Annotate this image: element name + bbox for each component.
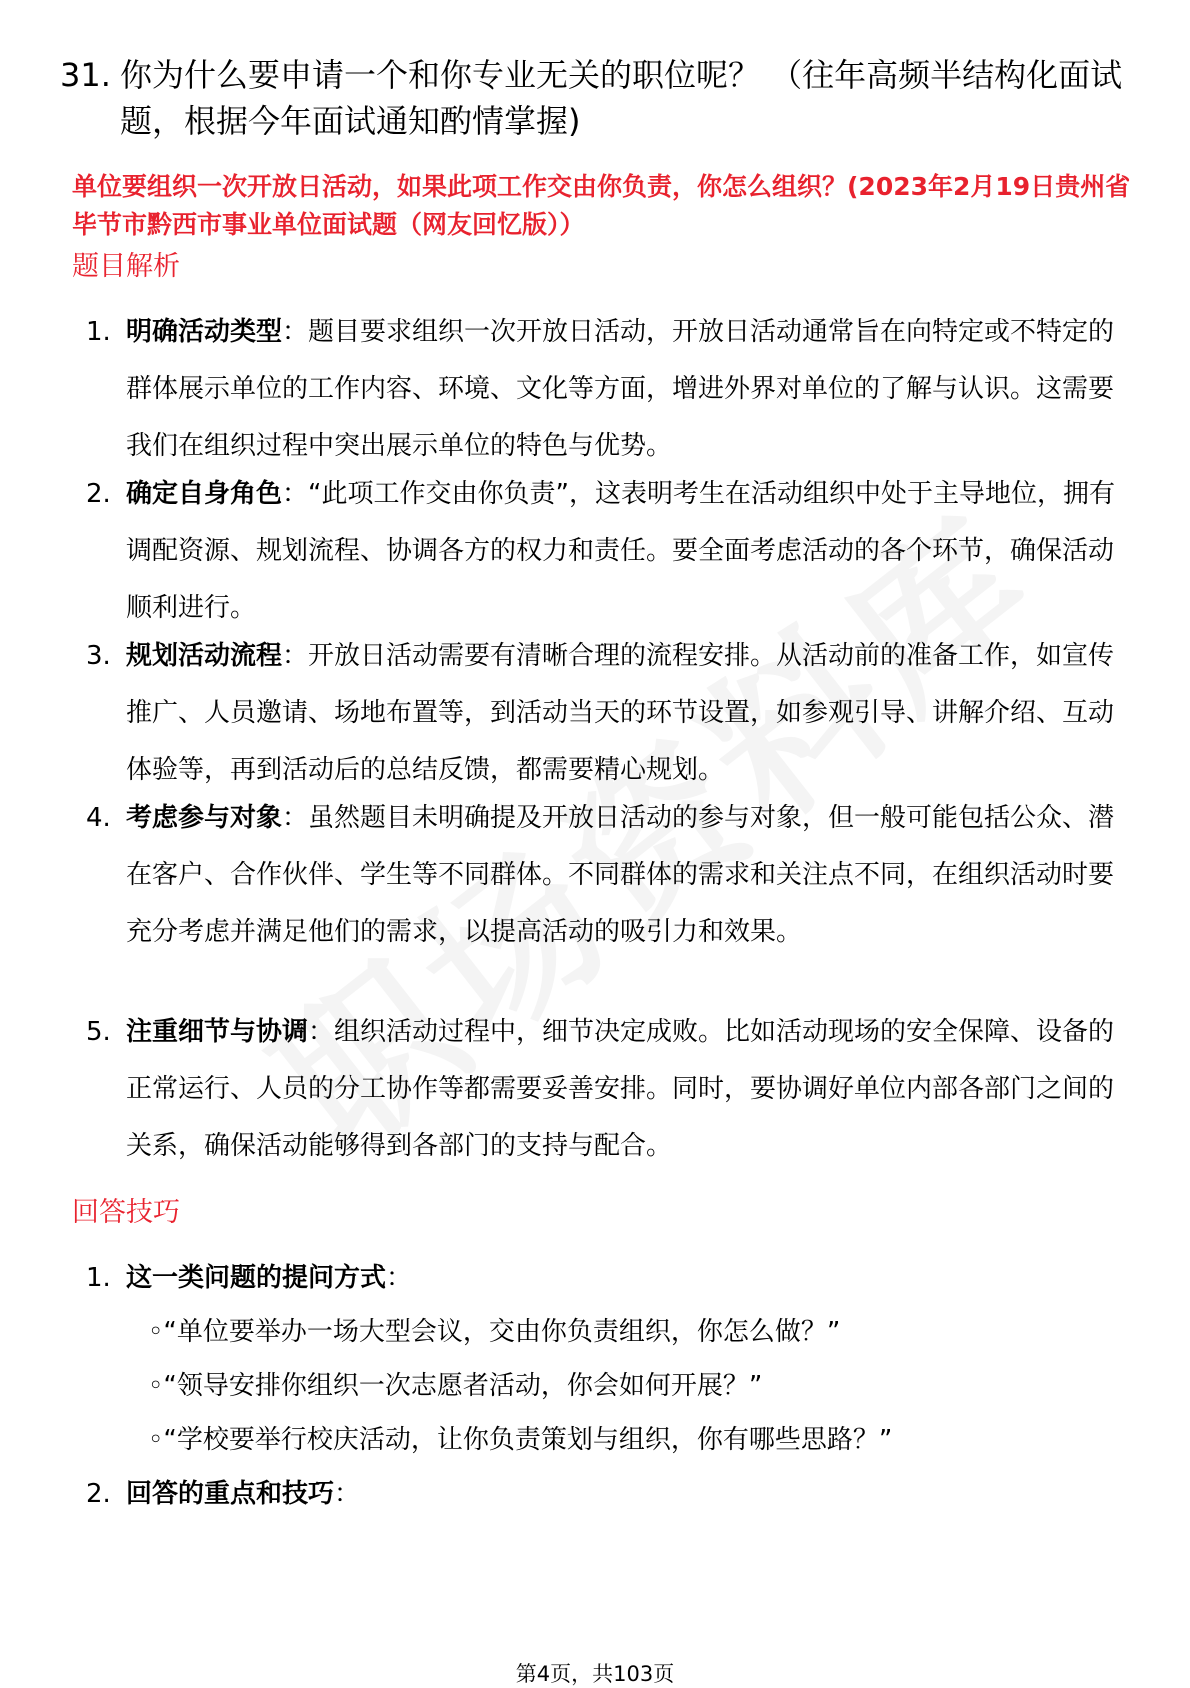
item-label: 确定自身角色 <box>126 479 283 509</box>
analysis-item-2 <box>86 466 1126 637</box>
item-label: 回答的重点和技巧 <box>126 1479 335 1509</box>
item-sep: ： <box>334 1479 361 1509</box>
item-label: 这一类问题的提问方式 <box>126 1263 387 1293</box>
tips-title: 回答技巧 <box>72 1197 180 1228</box>
item-label: 考虑参与对象 <box>126 803 283 833</box>
item-sep: ： <box>282 479 309 509</box>
item-sep: ： <box>386 1263 413 1293</box>
example-text: “单位要举办一场大型会议，交由你负责组织，你怎么做？” <box>163 1317 841 1347</box>
example-item <box>148 1412 892 1469</box>
item-text: 虽然题目未明确提及开放日活动的参与对象，但一般可能包括公众、潜在客户、合作伙伴、学生等不同群体。不同群体的需求和关注点不同，在组织活动时要充分考虑并满足他们的需求，以提高活动的吸引力和效果。 <box>126 803 1115 947</box>
item-label: 注重细节与协调 <box>126 1017 309 1047</box>
example-item <box>148 1304 840 1361</box>
item-label: 规划活动流程 <box>126 641 283 671</box>
tips-item-2 <box>86 1466 1126 1523</box>
example-text: “学校要举行校庆活动，让你负责策划与组织，你有哪些思路？” <box>163 1425 893 1455</box>
item-label: 明确活动类型 <box>126 317 283 347</box>
page-footer: 第4页，共103页 <box>515 1662 675 1686</box>
item-sep: ： <box>308 1017 335 1047</box>
bullet-icon: ◦ <box>148 1371 164 1401</box>
bullet-icon: ◦ <box>148 1425 164 1455</box>
question-title <box>60 52 1130 144</box>
item-number: 1. <box>86 1263 111 1293</box>
analysis-item-5 <box>86 1004 1126 1175</box>
question-number: 31. <box>60 56 111 94</box>
item-text: 题目要求组织一次开放日活动，开放日活动通常旨在向特定或不特定的群体展示单位的工作内容、环境、文化等方面，增进外界对单位的了解与认识。这需要我们在组织过程中突出展示单位的特色与优势。 <box>126 317 1115 461</box>
item-number: 1. <box>86 317 111 347</box>
item-number: 5. <box>86 1017 111 1047</box>
analysis-item-4 <box>86 790 1126 961</box>
question-text: 你为什么要申请一个和你专业无关的职位呢？ （往年高频半结构化面试题，根据今年面试通知酌情掌握) <box>120 56 1123 140</box>
bullet-icon: ◦ <box>148 1317 164 1347</box>
analysis-item-1 <box>86 304 1126 475</box>
item-sep: ： <box>282 803 309 833</box>
example-item <box>148 1358 762 1415</box>
item-number: 2. <box>86 1479 111 1509</box>
analysis-title: 题目解析 <box>72 251 180 282</box>
analysis-item-3 <box>86 628 1126 799</box>
red-heading: 单位要组织一次开放日活动，如果此项工作交由你负责，你怎么组织？(2023年2月19日贵州省毕节市黔西市事业单位面试题（网友回忆版）） <box>72 172 1131 239</box>
item-text: 开放日活动需要有清晰合理的流程安排。从活动前的准备工作，如宣传推广、人员邀请、场地布置等，到活动当天的环节设置，如参观引导、讲解介绍、互动体验等，再到活动后的总结反馈，都需要精心规划。 <box>126 641 1115 785</box>
item-sep: ： <box>282 641 309 671</box>
item-text: 组织活动过程中，细节决定成败。比如活动现场的安全保障、设备的正常运行、人员的分工协作等都需要妥善安排。同时，要协调好单位内部各部门之间的关系，确保活动能够得到各部门的支持与配合。 <box>126 1017 1115 1161</box>
item-sep: ： <box>282 317 309 347</box>
item-text: “此项工作交由你负责”，这表明考生在活动组织中处于主导地位，拥有调配资源、规划流程、协调各方的权力和责任。要全面考虑活动的各个环节，确保活动顺利进行。 <box>126 479 1115 623</box>
tips-item-1 <box>86 1250 1126 1307</box>
item-number: 2. <box>86 479 111 509</box>
item-number: 4. <box>86 803 111 833</box>
example-text: “领导安排你组织一次志愿者活动，你会如何开展？” <box>163 1371 763 1401</box>
item-number: 3. <box>86 641 111 671</box>
